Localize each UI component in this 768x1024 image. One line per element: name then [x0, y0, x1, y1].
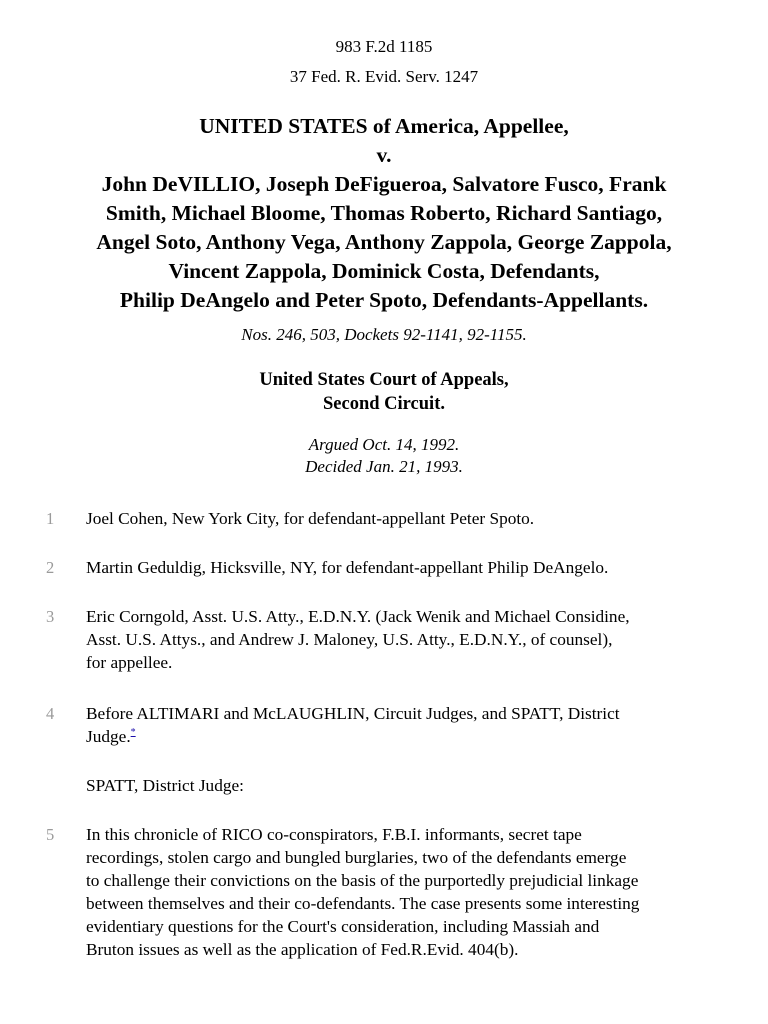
paragraph-text [86, 774, 726, 797]
text-line: Asst. U.S. Attys., and Andrew J. Maloney, U.S. Atty., E.D.N.Y., of counsel), [86, 630, 613, 649]
text-line: Before ALTIMARI and McLAUGHLIN, Circuit Judges, and SPATT, District [86, 704, 620, 723]
text-line: for appellee. [86, 653, 173, 672]
paragraph-text [86, 605, 726, 674]
citation-evidence-service: 37 Fed. R. Evid. Serv. 1247 [289, 67, 479, 86]
text-line: Eric Corngold, Asst. U.S. Atty., E.D.N.Y. (Jack Wenik and Michael Considine, [86, 607, 630, 626]
text-line: Bruton issues as well as the application of Fed.R.Evid. 404(b). [86, 940, 519, 959]
docket-numbers: Nos. 246, 503, Dockets 92-1141, 92-1155. [241, 325, 527, 344]
decided-date: Decided Jan. 21, 1993. [305, 457, 463, 476]
caption-line: Smith, Michael Bloome, Thomas Roberto, Richard Santiago, [105, 201, 663, 225]
caption-line: John DeVILLIO, Joseph DeFigueroa, Salvatore Fusco, Frank [101, 172, 667, 196]
paragraph-text [86, 556, 726, 579]
paragraph-number: 5 [46, 825, 55, 844]
caption-line: v. [376, 143, 392, 167]
citation-reporter: 983 F.2d 1185 [335, 37, 433, 56]
caption-line: Philip DeAngelo and Peter Spoto, Defendants-Appellants. [119, 288, 649, 312]
paragraph-number: 4 [46, 704, 55, 723]
text-line: Martin Geduldig, Hicksville, NY, for defendant-appellant Philip DeAngelo. [86, 558, 609, 577]
case-caption [0, 112, 768, 315]
text-line: to challenge their convictions on the basis of the purportedly prejudicial linkage [86, 871, 639, 890]
text-line-content: Judge. [86, 727, 131, 746]
paragraph-number: 1 [46, 509, 55, 528]
paragraph-text [86, 702, 726, 748]
paragraph-text [86, 507, 726, 530]
caption-line: UNITED STATES of America, Appellee, [199, 114, 569, 138]
paragraph-text [86, 823, 726, 961]
court-line: United States Court of Appeals, [259, 370, 509, 390]
case-dates [0, 434, 768, 478]
paragraph-number: 3 [46, 607, 55, 626]
court-line: Second Circuit. [323, 394, 445, 414]
text-line: In this chronicle of RICO co-conspirators, F.B.I. informants, secret tape [86, 825, 582, 844]
caption-line: Vincent Zappola, Dominick Costa, Defendants, [168, 259, 600, 283]
text-line: Joel Cohen, New York City, for defendant-appellant Peter Spoto. [86, 509, 535, 528]
argued-date: Argued Oct. 14, 1992. [308, 435, 460, 454]
text-line: recordings, stolen cargo and bungled burglaries, two of the defendants emerge [86, 848, 627, 867]
text-line [86, 725, 726, 748]
footnote-link[interactable]: * [130, 727, 136, 739]
court-name [0, 368, 768, 416]
caption-line: Angel Soto, Anthony Vega, Anthony Zappola, George Zappola, [96, 230, 672, 254]
paragraph-number: 2 [46, 558, 55, 577]
text-line: SPATT, District Judge: [86, 776, 244, 795]
text-line: evidentiary questions for the Court's consideration, including Massiah and [86, 917, 600, 936]
text-line: between themselves and their co-defendants. The case presents some interesting [86, 894, 640, 913]
